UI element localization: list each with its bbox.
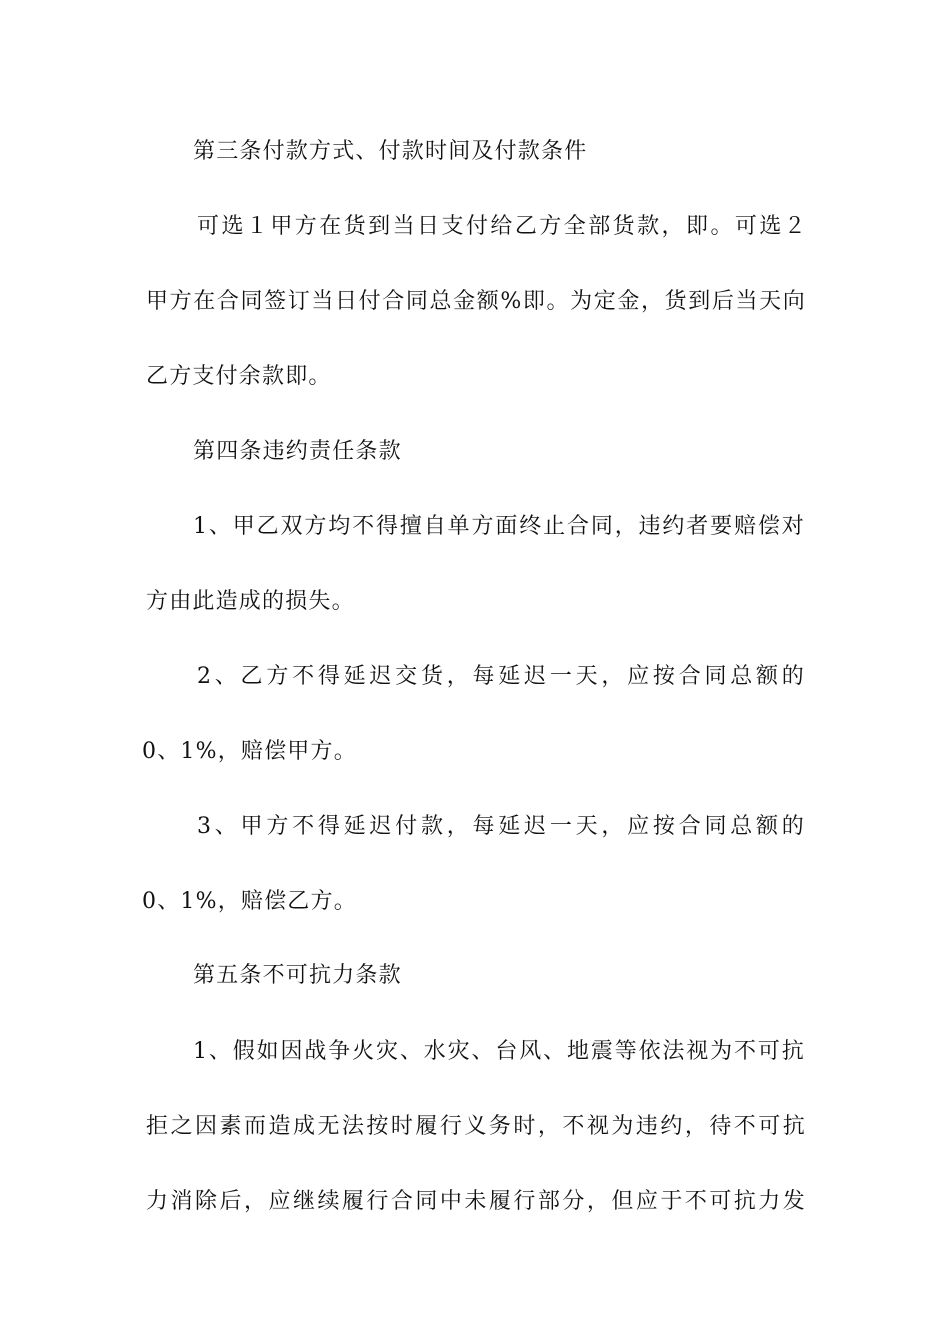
paragraph-line: 1、甲乙双方均不得擅自单方面终止合同，违约者要赔偿对 [193, 514, 805, 539]
section-heading-4: 第四条违约责任条款 [193, 439, 402, 464]
paragraph-line: 拒之因素而造成无法按时履行义务时，不视为违约，待不可抗 [146, 1114, 806, 1139]
paragraph-line: 0、1%，赔偿乙方。 [142, 889, 357, 914]
paragraph-line: 0、1%，赔偿甲方。 [142, 739, 357, 764]
paragraph-line: 2、乙方不得延迟交货，每延迟一天，应按合同总额的 [197, 664, 805, 689]
paragraph-line: 力消除后，应继续履行合同中未履行部分，但应于不可抗力发 [146, 1189, 806, 1214]
paragraph-line: 方由此造成的损失。 [146, 589, 355, 614]
section-heading-5: 第五条不可抗力条款 [193, 963, 402, 988]
section-heading-3: 第三条付款方式、付款时间及付款条件 [193, 139, 588, 164]
paragraph-line: 可选１甲方在货到当日支付给乙方全部货款，即。可选２ [197, 214, 807, 239]
paragraph-line: 甲方在合同签订当日付合同总金额%即。为定金，货到后当天向 [146, 289, 806, 314]
paragraph-line: 乙方支付余款即。 [146, 364, 332, 389]
paragraph-line: 1、假如因战争火灾、水灾、台风、地震等依法视为不可抗 [193, 1039, 805, 1064]
paragraph-line: 3、甲方不得延迟付款，每延迟一天，应按合同总额的 [197, 814, 805, 839]
